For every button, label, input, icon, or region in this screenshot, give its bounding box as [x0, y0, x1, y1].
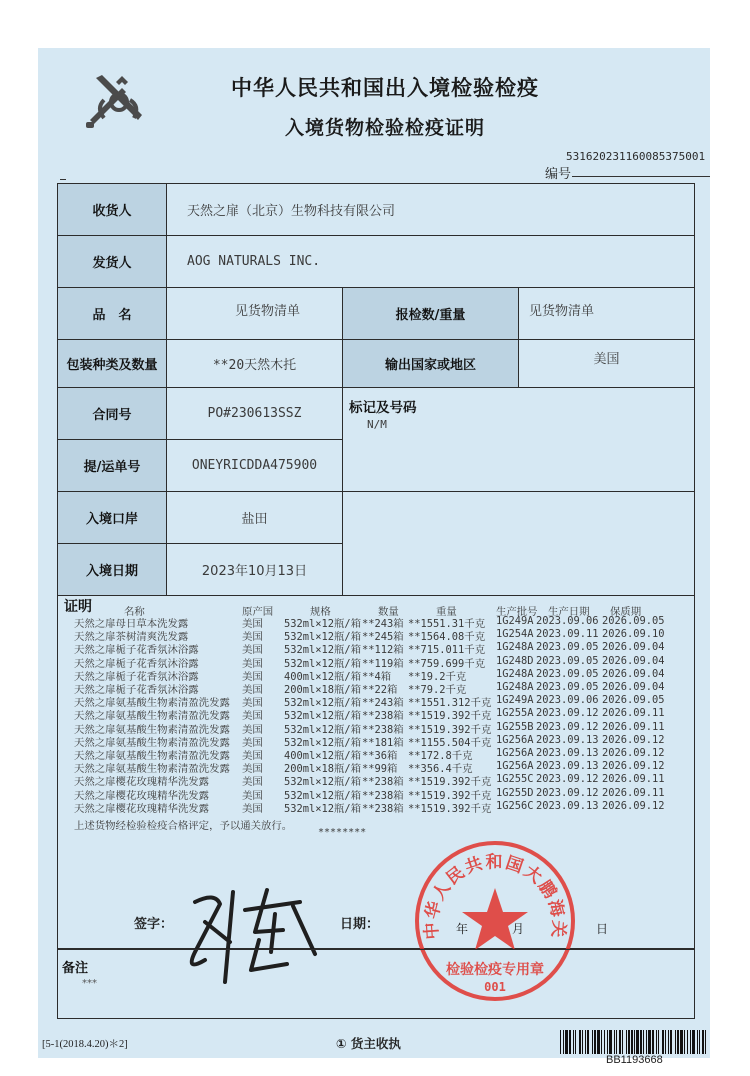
day-char: 日 — [596, 922, 609, 936]
goods-row — [62, 615, 692, 630]
goods-name: 天然之扉氨基酸生物素清盈洗发露 — [74, 750, 230, 762]
goods-qty: **119箱 — [362, 657, 404, 670]
goods-exp: 2026.09.04 — [602, 667, 665, 680]
goods-spec: 400ml×12瓶/箱 — [284, 750, 362, 762]
goods-weight: **79.2千克 — [408, 684, 467, 696]
goods-prod: 2023.09.13 — [536, 799, 599, 812]
goods-origin: 美国 — [242, 631, 263, 644]
goods-prod: 2023.09.12 — [536, 720, 599, 733]
copy-designation: ① 货主收执 — [336, 1036, 401, 1051]
goods-name: 天然之扉氨基酸生物素清盈洗发露 — [74, 736, 230, 749]
goods-exp: 2026.09.04 — [602, 681, 665, 693]
goods-origin: 美国 — [242, 618, 263, 630]
goods-weight: **1519.392千克 — [408, 789, 492, 802]
goods-weight: **19.2千克 — [408, 670, 467, 683]
goods-prod: 2023.09.05 — [536, 641, 599, 654]
consignee-value: 天然之扉（北京）生物科技有限公司 — [167, 184, 695, 236]
serial-number-label: 编号 — [545, 167, 572, 182]
goods-batch: 1G256A — [496, 733, 534, 746]
goods-prod: 2023.09.11 — [536, 628, 599, 641]
col-weight: 重量 — [436, 606, 457, 618]
marks-cell — [343, 388, 695, 492]
goods-spec: 400ml×12瓶/箱 — [284, 670, 362, 683]
goods-exp: 2026.09.11 — [602, 786, 665, 799]
goods-qty: **181箱 — [362, 736, 404, 749]
goods-prod: 2023.09.05 — [536, 667, 599, 680]
goods-row — [62, 681, 692, 696]
goods-name: 天然之扉栀子花香氛沐浴露 — [74, 684, 199, 696]
end-stars: ******** — [318, 827, 367, 838]
goods-row — [62, 667, 692, 683]
goods-origin: 美国 — [242, 763, 263, 776]
goods-exp: 2026.09.11 — [602, 720, 665, 733]
inspection-emblem-icon — [82, 70, 152, 132]
month-char: 月 — [512, 922, 525, 936]
goods-exp: 2026.09.12 — [602, 799, 665, 812]
svg-text:检验检疫专用章: 检验检疫专用章 — [446, 962, 544, 978]
goods-name: 天然之扉氨基酸生物素清盈洗发露 — [74, 763, 230, 776]
goods-weight: **1155.504千克 — [408, 736, 492, 749]
col-spec: 规格 — [310, 606, 331, 618]
col-name: 名称 — [124, 606, 145, 618]
goods-origin: 美国 — [242, 710, 263, 723]
entry-date-label: 入境日期 — [58, 544, 167, 596]
goods-qty: **36箱 — [362, 750, 398, 762]
contract-row — [58, 388, 695, 440]
port-value: 盐田 — [167, 492, 343, 544]
goods-prod: 2023.09.13 — [536, 747, 599, 759]
goods-name: 天然之扉母日草本洗发露 — [74, 618, 189, 630]
goods-batch: 1G255D — [496, 786, 534, 799]
serial-underline — [572, 176, 710, 177]
goods-prod: 2023.09.12 — [536, 786, 599, 799]
goods-spec: 532ml×12瓶/箱 — [284, 776, 362, 789]
contract-label: 合同号 — [58, 388, 167, 440]
goods-batch: 1G249A — [496, 694, 534, 707]
goods-batch: 1G255B — [496, 720, 534, 733]
goods-row — [62, 654, 692, 670]
goods-spec: 200ml×18瓶/箱 — [284, 763, 362, 776]
goods-row — [62, 733, 692, 749]
goods-weight: **1519.392千克 — [408, 723, 492, 736]
goods-exp: 2026.09.12 — [602, 747, 665, 759]
goods-name: 天然之扉氨基酸生物素清盈洗发露 — [74, 697, 230, 710]
goods-row — [62, 641, 692, 657]
goods-exp: 2026.09.11 — [602, 773, 665, 786]
serial-number: 531620231160085375001 — [566, 150, 706, 163]
goods-spec: 532ml×12瓶/箱 — [284, 802, 362, 815]
goods-exp: 2026.09.11 — [602, 707, 665, 720]
goods-row — [62, 786, 692, 802]
goods-spec: 532ml×12瓶/箱 — [284, 631, 362, 644]
goods-spec: 532ml×12瓶/箱 — [284, 723, 362, 736]
goods-exp: 2026.09.12 — [602, 760, 665, 773]
goods-row — [62, 707, 692, 723]
bl-label: 提/运单号 — [58, 440, 167, 492]
blank-cell — [343, 492, 695, 596]
consignor-value: AOG NATURALS INC. — [167, 236, 695, 288]
goods-name: 天然之扉樱花玫瑰精华洗发露 — [74, 789, 210, 802]
goods-origin: 美国 — [242, 684, 263, 696]
signature-label: 签字： — [134, 917, 174, 932]
col-qty: 数量 — [378, 606, 399, 618]
goods-weight: **1551.31千克 — [408, 618, 486, 630]
goods-origin: 美国 — [242, 723, 263, 736]
goods-row — [62, 628, 692, 644]
goods-weight: **1519.392千克 — [408, 776, 492, 789]
consignment-details-table — [57, 183, 695, 596]
goods-origin: 美国 — [242, 670, 263, 683]
margin-tick — [60, 179, 66, 180]
goods-spec: 532ml×12瓶/箱 — [284, 697, 362, 710]
goods-qty: **245箱 — [362, 631, 404, 644]
goods-name: 天然之扉栀子花香氛沐浴露 — [74, 657, 199, 670]
goods-origin: 美国 — [242, 789, 263, 802]
goods-prod: 2023.09.13 — [536, 760, 599, 773]
goods-batch: 1G255C — [496, 773, 534, 786]
goods-prod: 2023.09.12 — [536, 773, 599, 786]
goods-batch: 1G254A — [496, 628, 534, 641]
goods-batch: 1G248A — [496, 667, 534, 680]
goods-weight: **172.8千克 — [408, 750, 473, 762]
entry-date-value: 2023年10月13日 — [167, 544, 343, 596]
goods-exp: 2026.09.10 — [602, 628, 665, 641]
goods-origin: 美国 — [242, 802, 263, 815]
goods-qty: **4箱 — [362, 670, 392, 683]
date-label: 日期： — [340, 917, 380, 932]
remarks-label: 备注 — [62, 961, 89, 976]
goods-exp: 2026.09.12 — [602, 733, 665, 746]
goods-qty: **243箱 — [362, 618, 404, 630]
pass-statement: 上述货物经检验检疫合格评定，予以通关放行。 — [74, 820, 293, 832]
goods-name: 天然之扉樱花玫瑰精华洗发露 — [74, 802, 210, 815]
goods-weight: **715.011千克 — [408, 644, 486, 657]
port-row — [58, 492, 695, 544]
marks-value: N/M — [367, 418, 387, 431]
goods-name: 天然之扉茶树清爽洗发露 — [74, 631, 189, 644]
goods-spec: 532ml×12瓶/箱 — [284, 789, 362, 802]
goods-batch: 1G248A — [496, 641, 534, 654]
goods-weight: **1519.392千克 — [408, 802, 492, 815]
svg-text:001: 001 — [484, 980, 506, 994]
goods-origin: 美国 — [242, 697, 263, 710]
marks-label: 标记及号码 — [349, 400, 417, 416]
col-prod-date: 生产日期 — [548, 606, 590, 618]
goods-batch: 1G249A — [496, 615, 534, 627]
goods-weight: **356.4千克 — [408, 763, 473, 776]
goods-origin: 美国 — [242, 776, 263, 789]
goods-batch: 1G256A — [496, 760, 534, 773]
barcode-number: BB1193668 — [606, 1054, 663, 1066]
goods-row — [62, 773, 692, 789]
goods-spec: 532ml×12瓶/箱 — [284, 657, 362, 670]
goods-spec: 532ml×12瓶/箱 — [284, 618, 362, 630]
col-expiry: 保质期 — [610, 606, 642, 618]
goods-qty: **238箱 — [362, 710, 404, 723]
remarks-mark: *** — [82, 978, 97, 989]
goods-row — [62, 747, 692, 762]
packing-row — [58, 340, 695, 388]
goods-batch: 1G248A — [496, 681, 534, 693]
goods-qty: **238箱 — [362, 789, 404, 802]
goods-name: 天然之扉樱花玫瑰精华洗发露 — [74, 776, 210, 789]
goods-name: 天然之扉氨基酸生物素清盈洗发露 — [74, 723, 230, 736]
goods-exp: 2026.09.04 — [602, 641, 665, 654]
remarks-box — [57, 949, 695, 1019]
goods-qty: **112箱 — [362, 644, 404, 657]
product-label: 品 名 — [58, 288, 167, 340]
goods-qty: **238箱 — [362, 723, 404, 736]
goods-batch: 1G255A — [496, 707, 534, 720]
goods-spec: 532ml×12瓶/箱 — [284, 710, 362, 723]
goods-origin: 美国 — [242, 750, 263, 762]
goods-name: 天然之扉氨基酸生物素清盈洗发露 — [74, 710, 230, 723]
product-value: 见货物清单 — [167, 288, 343, 340]
consignor-label: 发货人 — [58, 236, 167, 288]
certificate-title: 入境货物检验检疫证明 — [284, 117, 485, 139]
goods-exp: 2026.09.05 — [602, 615, 665, 627]
goods-qty: **243箱 — [362, 697, 404, 710]
year-char: 年 — [456, 922, 469, 936]
goods-row — [62, 799, 692, 815]
declared-qty-label: 报检数/重量 — [343, 288, 519, 340]
goods-qty: **99箱 — [362, 763, 398, 776]
packing-label: 包装种类及数量 — [58, 340, 167, 388]
barcode-icon — [560, 1030, 708, 1054]
goods-prod: 2023.09.06 — [536, 615, 599, 627]
goods-prod: 2023.09.05 — [536, 654, 599, 667]
goods-batch: 1G248D — [496, 654, 534, 667]
goods-prod: 2023.09.13 — [536, 733, 599, 746]
goods-batch: 1G256C — [496, 799, 534, 812]
goods-origin: 美国 — [242, 736, 263, 749]
col-batch: 生产批号 — [496, 606, 538, 618]
certification-label: 证明 — [64, 599, 92, 615]
goods-batch: 1G256A — [496, 747, 534, 759]
export-country-label: 输出国家或地区 — [343, 340, 519, 388]
goods-name: 天然之扉栀子花香氛沐浴露 — [74, 670, 199, 683]
bl-value: ONEYRICDDA475900 — [167, 440, 343, 492]
port-label: 入境口岸 — [58, 492, 167, 544]
consignor-row — [58, 236, 695, 288]
svg-text:中华人民共和国大鹏海关: 中华人民共和国大鹏海关 — [421, 852, 569, 941]
form-code: [5-1(2018.4.20)＊2] — [42, 1039, 128, 1050]
col-origin: 原产国 — [242, 606, 274, 618]
goods-weight: **1519.392千克 — [408, 710, 492, 723]
goods-row — [62, 694, 692, 710]
goods-origin: 美国 — [242, 657, 263, 670]
consignee-row — [58, 184, 695, 236]
issuing-authority-title: 中华人民共和国出入境检验检疫 — [231, 76, 539, 100]
goods-spec: 200ml×18瓶/箱 — [284, 684, 362, 696]
consignee-label: 收货人 — [58, 184, 167, 236]
goods-weight: **1564.08千克 — [408, 631, 486, 644]
goods-prod: 2023.09.05 — [536, 681, 599, 693]
goods-exp: 2026.09.04 — [602, 654, 665, 667]
goods-name: 天然之扉栀子花香氛沐浴露 — [74, 644, 199, 657]
goods-weight: **1551.312千克 — [408, 697, 492, 710]
goods-prod: 2023.09.06 — [536, 694, 599, 707]
declared-qty-value: 见货物清单 — [519, 288, 695, 340]
goods-spec: 532ml×12瓶/箱 — [284, 644, 362, 657]
export-country-value: 美国 — [519, 340, 695, 388]
goods-qty: **238箱 — [362, 776, 404, 789]
goods-exp: 2026.09.05 — [602, 694, 665, 707]
contract-value: PO#230613SSZ — [167, 388, 343, 440]
goods-origin: 美国 — [242, 644, 263, 657]
packing-value: **20天然木托 — [167, 340, 343, 388]
goods-row — [62, 760, 692, 776]
goods-qty: **238箱 — [362, 802, 404, 815]
goods-weight: **759.699千克 — [408, 657, 486, 670]
product-row — [58, 288, 695, 340]
goods-spec: 532ml×12瓶/箱 — [284, 736, 362, 749]
goods-qty: **22箱 — [362, 684, 398, 696]
goods-prod: 2023.09.12 — [536, 707, 599, 720]
goods-row — [62, 720, 692, 736]
